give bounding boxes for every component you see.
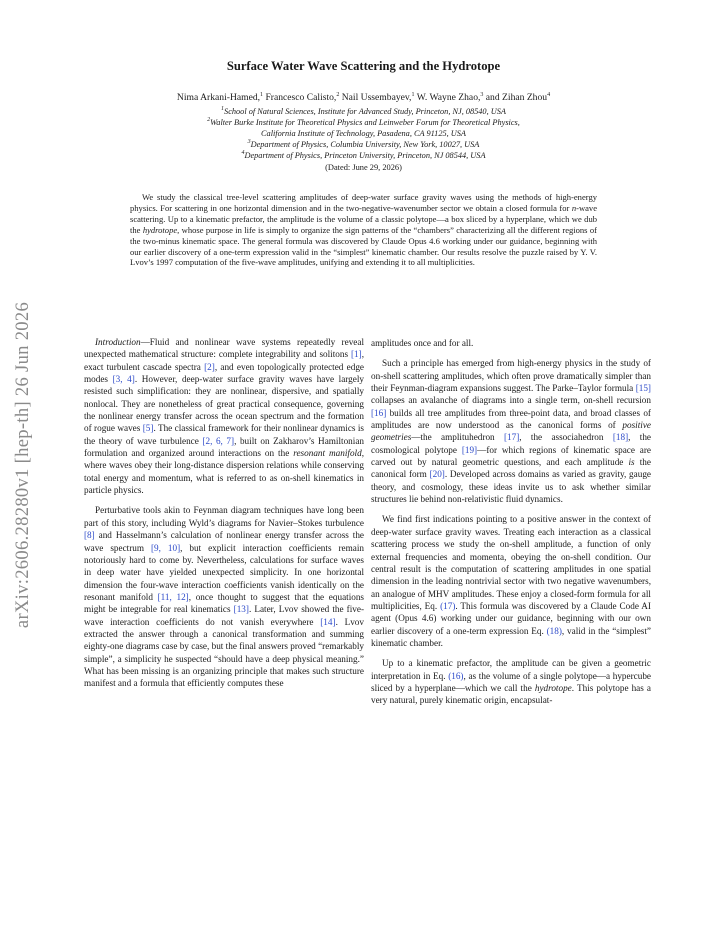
emphasis: resonant manifold — [293, 448, 362, 459]
body-text: . However, deep-water surface gravity waves have largely resisted such simplification: they are nonlinear, dispersive, and spatially nonlocal. They are nonetheless of great practical consequence, governing the nonlinear energy transfer across the ocean spectrum and the formation of rogue waves — [84, 374, 364, 434]
author-affiliation-mark: 1 — [411, 91, 415, 98]
body-text: Perturbative tools akin to Feynman diagram techniques have long been part of this story, including Wyld’s diagrams for Navier–Stokes turbulence — [84, 505, 364, 528]
citation-link[interactable]: [5] — [142, 423, 154, 434]
body-text: —the amplituhedron — [411, 432, 504, 443]
body-text: builds all tree amplitudes from three-point data, and broad classes of amplitudes are now understood as the canonical forms of — [371, 407, 651, 431]
equation-reference-link[interactable]: (16) — [448, 670, 464, 681]
citation-link[interactable]: [3, 4] — [112, 374, 135, 385]
body-text: , the associahedron — [519, 432, 613, 443]
body-text: , but explicit interaction coefficients remain notoriously hard to come by. Nevertheless, calculations for surface waves in deep water have yielded unexpected simplicity. In one horizontal dimension the four-wave interaction coefficients vanish identically on the resonant manifold — [84, 542, 364, 602]
citation-link[interactable]: [8] — [84, 530, 95, 541]
body-text: and Hasselmann’s calculation of nonlinear energy transfer across the wave spectrum — [84, 530, 364, 553]
date-line: (Dated: June 29, 2026) — [325, 163, 402, 172]
author-name: Nima Arkani-Hamed, — [176, 92, 261, 103]
body-text: —for which regions of kinematic space are carved out by natural geometric questions, and each amplitude — [371, 444, 652, 468]
author-affiliation-mark: 3 — [480, 91, 484, 98]
body-text: , the cosmological polytope — [371, 432, 651, 455]
affiliation-text: Walter Burke Institute for Theoretical Physics and Leinweber Forum for Theoretical Physics, — [210, 118, 520, 127]
body-text: , once thought to suggest that the equations might be integrable for real kinematics — [84, 591, 365, 615]
affiliation — [100, 117, 627, 128]
citation-link[interactable]: [15] — [635, 383, 651, 394]
equation-reference-link[interactable]: (18) — [546, 625, 562, 636]
author-name: and Zihan Zhou — [485, 92, 548, 103]
left-column — [84, 336, 364, 698]
affiliation-mark: 2 — [207, 117, 211, 124]
body-text: collapses an avalanche of diagrams into a single term, on-shell recursion — [371, 395, 651, 406]
body-text: . Developed across domains as varied as gravity, gauge theory, and cosmology, these ideas invite us to ask whether similar structures lie behind non-relativistic fluid dynamics. — [371, 469, 651, 505]
body-text: , built on Zakharov’s Hamiltonian formulation and organized around interactions on the — [84, 435, 364, 459]
author-affiliation-mark: 2 — [336, 91, 340, 98]
emphasis: hydrotope — [534, 682, 572, 693]
body-text: , exact turbulent cascade spectra — [84, 349, 364, 372]
body-text: . This formula was discovered by a Claude Code AI agent (Opus 4.6) working under our guidance, beginning with our own earlier discovery of a one-term expression Eq. — [371, 600, 651, 636]
author-name: Nail Ussembayev, — [341, 92, 412, 103]
author-affiliation-mark: 1 — [260, 91, 264, 98]
paragraph-continuation: amplitudes once and for all. — [371, 338, 474, 348]
citation-link[interactable]: [2, 6, 7] — [202, 435, 235, 446]
equation-reference-link[interactable]: (17) — [440, 600, 456, 611]
author-affiliation-mark: 4 — [547, 91, 551, 98]
abstract-text: -wave scattering. Up to a kinematic prefactor, the amplitude is the volume of a classic polytope—a box sliced by a hyperplane, which we dub the — [130, 202, 597, 235]
body-text: . The classical framework for their nonlinear dynamics is the theory of wave turbulence — [84, 423, 364, 446]
author-list — [100, 91, 627, 104]
abstract-math-n: n — [571, 202, 577, 213]
citation-link[interactable]: [13] — [233, 604, 249, 615]
citation-link[interactable]: [14] — [320, 616, 336, 627]
emphasis: is — [628, 457, 635, 468]
affiliation-text: California Institute of Technology, Pasadena, CA 91125, USA — [261, 129, 466, 138]
citation-link[interactable]: [19] — [461, 444, 478, 455]
body-text: . Later, Lvov showed the five-wave interaction coefficients do not vanish everywhere — [84, 604, 365, 627]
arxiv-identifier-stamp — [8, 250, 38, 680]
author-name: W. Wayne Zhao, — [416, 92, 481, 103]
body-text: Up to a kinematic prefactor, the amplitude can be given a geometric interpretation in Eq. — [371, 658, 651, 681]
affiliation-mark: 1 — [221, 106, 225, 113]
affiliation — [100, 139, 627, 150]
body-text: , where waves obey their long-distance dispersion relations while conserving total energy and momentum, what is referred to as on-shell kinematics in particle physics. — [84, 448, 364, 496]
abstract-text: We study the classical tree-level scattering amplitudes of deep-water surface gravity waves using the methods of high-energy physics. For scattering in one horizontal dimension and in the two-negative-wavenumber sector we obtain a closed formula for — [130, 192, 597, 213]
abstract — [130, 192, 597, 268]
arxiv-stamp-text: arXiv:2606.28280v1 [hep-th] 26 Jun 2026 — [12, 301, 33, 629]
author-name: Francesco Calisto, — [265, 92, 337, 103]
paragraph — [84, 504, 364, 689]
body-text: . This polytope has a very natural, purely kinematic origin, encapsulat- — [371, 682, 651, 706]
paragraph — [371, 357, 651, 505]
body-text: —Fluid and nonlinear wave systems repeatedly reveal unexpected mathematical structure: complete integrability and solitons — [84, 337, 364, 360]
citation-link[interactable]: [18] — [612, 432, 629, 443]
body-text: , and even topologically protected edge modes — [84, 361, 364, 385]
citation-link[interactable]: [9, 10] — [150, 542, 181, 553]
paper-header — [100, 58, 627, 174]
citation-link[interactable]: [2] — [204, 361, 215, 372]
body-text: Such a principle has emerged from high-energy physics in the study of on-shell scattering amplitudes, which often prove dramatically simpler than their Feynman-diagram expansions suggest. The Parke–Taylor formula — [371, 358, 651, 394]
citation-link[interactable]: [11, 12] — [157, 591, 189, 602]
paragraph — [84, 336, 364, 496]
affiliation-text: Department of Physics, Princeton University, Princeton, NJ 08544, USA — [244, 151, 486, 160]
affiliation-mark: 3 — [247, 139, 251, 146]
abstract-text: , whose purpose in life is simply to organize the sign patterns of the “chambers” characterizing all the different regions of the two-minus kinematic space. The general formula was discovered by Claude Opus 4.6 working under our guidance, beginning with our earlier discovery of a one-term expression valid in the “simplest” kinematic chamber. Our results resolve the puzzle raised by Y. V. Lvov’s 1997 computation of the five-wave amplitudes, unifying and extending it to all multiplicities. — [130, 224, 597, 268]
affiliation — [100, 106, 627, 117]
body-text: , as the volume of a single polytope—a hypercube sliced by a hyperplane—which we call the — [371, 670, 652, 693]
section-lead-in: Introduction — [95, 337, 141, 347]
citation-link[interactable]: [1] — [350, 349, 362, 360]
affiliation-mark: 4 — [241, 150, 245, 157]
body-text: We find first indications pointing to a positive answer in the context of deep-water surface gravity waves. Treating each interaction as a classical scattering process we study the on-shell amplitude, a function of only external frequencies and momenta, obeying the on-shell condition. Our central result is the computation of scattering amplitudes in one spatial dimension in the leading nontrivial sector with two negative wavenumbers, an analogue of MHV amplitudes. These enjoy a closed-form formula for all multiplicities, Eq. — [371, 514, 651, 611]
citation-link[interactable]: [20] — [429, 469, 445, 480]
body-text: , valid in the “simplest” kinematic chamber. — [371, 625, 651, 648]
paper-title: Surface Water Wave Scattering and the Hydrotope — [226, 59, 501, 73]
emphasis: positive geometries — [371, 420, 651, 443]
affiliation-text: Department of Physics, Columbia University, New York, 10027, USA — [250, 140, 480, 149]
affiliation — [100, 128, 627, 139]
paragraph — [371, 513, 651, 649]
affiliation — [100, 150, 627, 161]
right-column — [371, 337, 651, 715]
paragraph — [371, 657, 651, 706]
citation-link[interactable]: [17] — [503, 432, 520, 443]
affiliation-text: School of Natural Sciences, Institute for Advanced Study, Princeton, NJ, 08540, USA — [224, 107, 506, 116]
citation-link[interactable]: [16] — [371, 407, 387, 418]
abstract-emphasis: hydrotope — [142, 224, 178, 235]
body-text: the canonical form — [371, 457, 651, 480]
body-text: . Lvov extracted the answer through a canonical transformation and summing eighty-one diagrams case by case, but the final answers proved “remarkably simple”, a simplicity he suspected “should have a deep physical meaning.” What has been missing is an organizing principle that makes such structure manifest and a formula that efficiently computes these — [84, 616, 364, 689]
